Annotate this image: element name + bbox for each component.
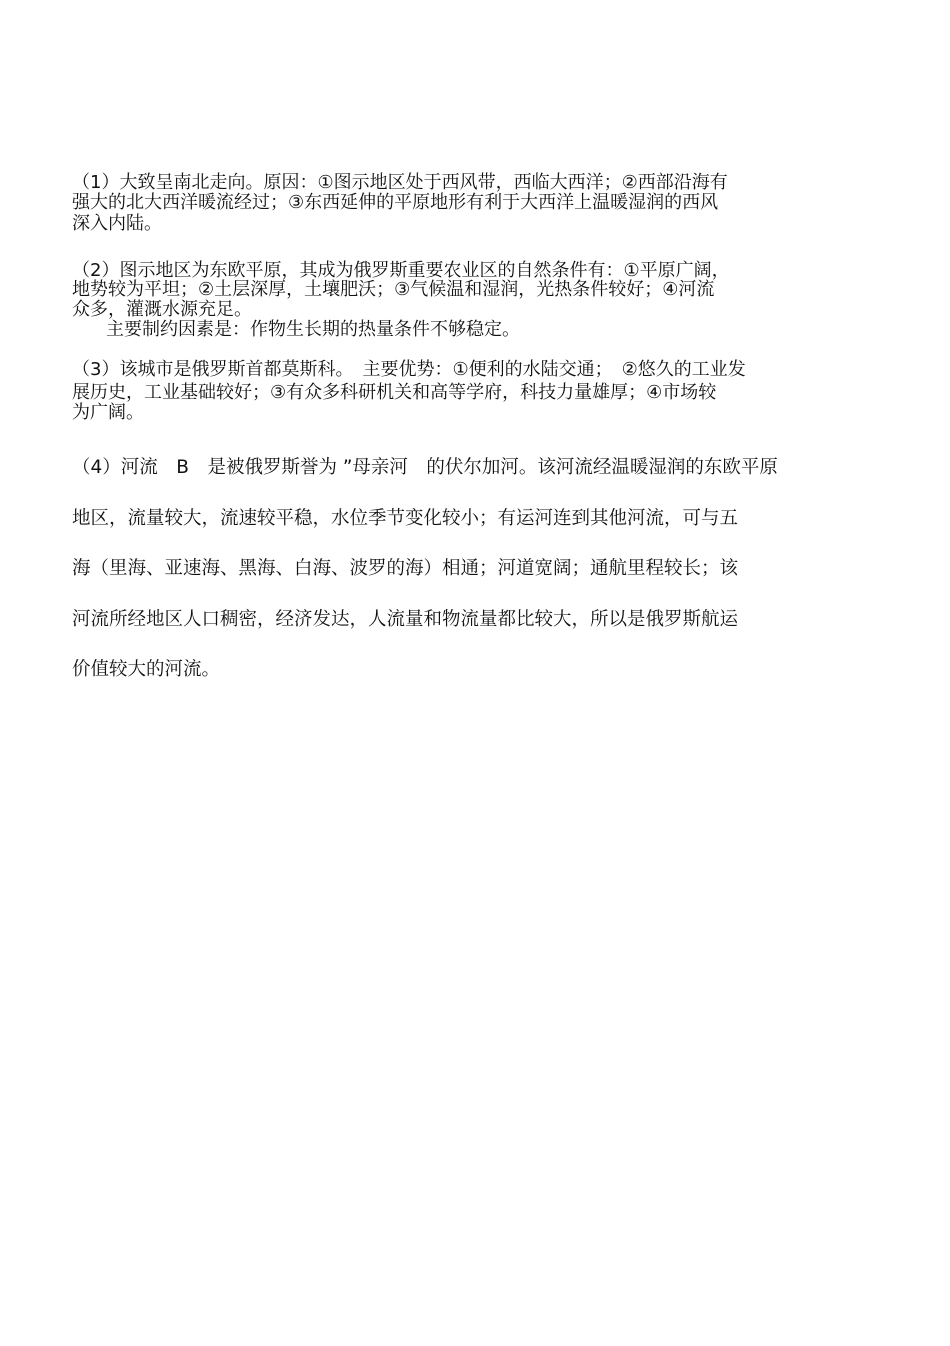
answer-4-line: 海（里海、亚速海、黑海、白海、波罗的海）相通；河道宽阔；通航里程较长；该	[72, 558, 739, 579]
answer-3-line: （3）该城市是俄罗斯首都莫斯科。 主要优势：①便利的水陆交通； ②悠久的工业发	[72, 359, 746, 380]
answer-4-line: 地区，流量较大，流速较平稳，水位季节变化较小；有运河连到其他河流，可与五	[72, 508, 739, 529]
answer-1-line: （1）大致呈南北走向。原因：①图示地区处于西风带，西临大西洋；②西部沿海有	[72, 172, 728, 193]
answer-3-line: 展历史，工业基础较好；③有众多科研机关和高等学府，科技力量雄厚；④市场较	[72, 382, 717, 403]
answer-1-line: 强大的北大西洋暖流经过；③东西延伸的平原地形有利于大西洋上温暖湿润的西风	[72, 192, 719, 213]
answer-1-line: 深入内陆。	[72, 213, 162, 234]
answer-2-line: 地势较为平坦；②土层深厚，土壤肥沃；③气候温和湿润，光热条件较好；④河流	[72, 279, 715, 300]
answer-2-line: 众多，灌溉水源充足。	[72, 299, 252, 320]
answer-2-line: 主要制约因素是：作物生长期的热量条件不够稳定。	[106, 319, 520, 340]
answer-4-line: （4）河流 B 是被俄罗斯誉为 ”母亲河 的伏尔加河。该河流经温暖湿润的东欧平原	[72, 457, 778, 478]
answer-4-line: 价值较大的河流。	[72, 659, 221, 680]
answer-4-line: 河流所经地区人口稠密，经济发达，人流量和物流量都比较大，所以是俄罗斯航运	[72, 609, 739, 630]
answer-3-line: 为广阔。	[72, 402, 144, 423]
answer-2-line: （2）图示地区为东欧平原，其成为俄罗斯重要农业区的自然条件有：①平原广阔，	[72, 260, 730, 281]
